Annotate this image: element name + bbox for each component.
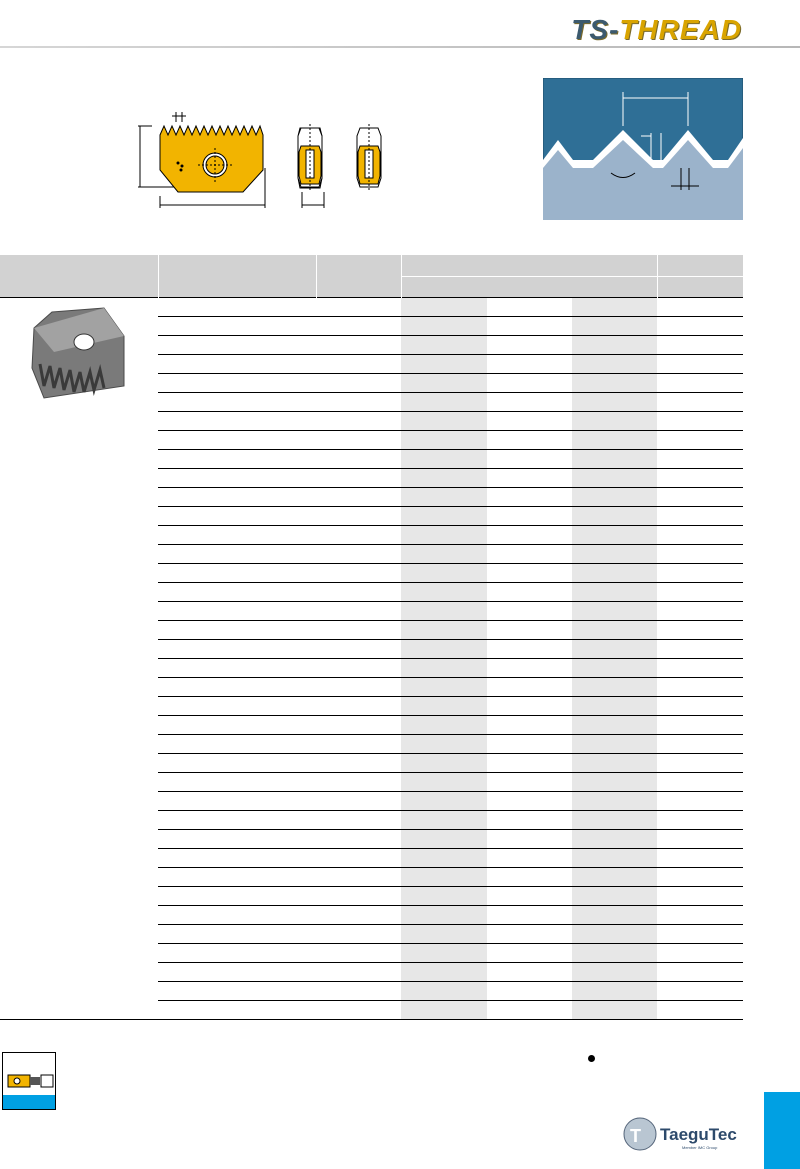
table-cell (572, 1001, 657, 1020)
table-cell (158, 317, 316, 336)
table-cell (158, 887, 316, 906)
table-cell (158, 336, 316, 355)
table-cell (487, 507, 572, 526)
table-cell (316, 716, 401, 735)
table-cell (401, 1001, 487, 1020)
table-cell (158, 735, 316, 754)
table-cell (158, 963, 316, 982)
table-cell (657, 355, 743, 374)
insert-side-views (298, 124, 388, 194)
table-cell (657, 906, 743, 925)
company-tagline: Member IMC Group (682, 1145, 718, 1150)
table-cell (158, 393, 316, 412)
table-cell (657, 640, 743, 659)
table-cell (401, 355, 487, 374)
table-cell (657, 336, 743, 355)
table-cell (657, 697, 743, 716)
table-cell (316, 317, 401, 336)
table-cell (401, 697, 487, 716)
table-cell (158, 298, 316, 317)
table-cell (158, 450, 316, 469)
table-cell (401, 602, 487, 621)
table-cell (487, 374, 572, 393)
table-cell (158, 773, 316, 792)
table-cell (401, 716, 487, 735)
table-cell (657, 545, 743, 564)
table-cell (158, 868, 316, 887)
table-cell (487, 659, 572, 678)
table-cell (401, 621, 487, 640)
table-cell (487, 887, 572, 906)
table-cell (572, 621, 657, 640)
table-cell (572, 526, 657, 545)
table-cell (158, 659, 316, 678)
table-cell (487, 336, 572, 355)
table-cell (158, 355, 316, 374)
table-cell (657, 773, 743, 792)
table-cell (158, 925, 316, 944)
table-cell (487, 811, 572, 830)
table-cell (487, 545, 572, 564)
table-cell (487, 925, 572, 944)
table-cell (316, 887, 401, 906)
table-cell (572, 811, 657, 830)
table-cell (572, 925, 657, 944)
table-cell (572, 754, 657, 773)
table-cell (316, 1001, 401, 1020)
table-cell (487, 792, 572, 811)
table-cell (401, 488, 487, 507)
table-cell (401, 963, 487, 982)
table-cell (572, 906, 657, 925)
table-cell (657, 678, 743, 697)
table-cell (487, 469, 572, 488)
table-cell (316, 488, 401, 507)
table-cell (158, 697, 316, 716)
table-cell (657, 1001, 743, 1020)
table-cell (158, 545, 316, 564)
table-cell (401, 431, 487, 450)
table-cell (572, 830, 657, 849)
table-cell (657, 393, 743, 412)
table-cell (572, 412, 657, 431)
table-cell (572, 393, 657, 412)
table-cell (657, 317, 743, 336)
table-cell (158, 621, 316, 640)
table-cell (316, 526, 401, 545)
table-cell (657, 735, 743, 754)
table-cell (572, 716, 657, 735)
table-cell (401, 792, 487, 811)
table-cell (158, 830, 316, 849)
table-cell (316, 469, 401, 488)
table-cell (572, 697, 657, 716)
table-cell (158, 678, 316, 697)
table-cell (657, 963, 743, 982)
table-cell (487, 583, 572, 602)
table-cell (401, 887, 487, 906)
table-cell (657, 716, 743, 735)
header-cell (657, 255, 743, 277)
table-cell (316, 735, 401, 754)
table-cell (401, 925, 487, 944)
table-cell (572, 317, 657, 336)
table-cell (316, 393, 401, 412)
table-cell (487, 906, 572, 925)
table-cell (487, 1001, 572, 1020)
application-icon (2, 1052, 56, 1110)
thread-profile-diagram (543, 78, 743, 220)
header-rule (0, 46, 800, 48)
table-cell (158, 469, 316, 488)
table-cell (316, 507, 401, 526)
table-cell (572, 982, 657, 1001)
table-cell (316, 868, 401, 887)
table-cell (572, 583, 657, 602)
table-cell (401, 507, 487, 526)
table-cell (401, 374, 487, 393)
table-cell (487, 830, 572, 849)
table-cell (401, 849, 487, 868)
table-cell (401, 564, 487, 583)
table-cell (572, 545, 657, 564)
table-cell (316, 944, 401, 963)
table-cell (316, 659, 401, 678)
table-cell (401, 336, 487, 355)
header-cell (0, 255, 158, 298)
table-cell (158, 412, 316, 431)
table-cell (401, 526, 487, 545)
table-cell (657, 374, 743, 393)
table-cell (657, 526, 743, 545)
table-cell (657, 431, 743, 450)
table-cell (401, 659, 487, 678)
table-cell (158, 431, 316, 450)
table-cell (657, 583, 743, 602)
table-cell (158, 982, 316, 1001)
table-cell (657, 564, 743, 583)
table-cell (657, 450, 743, 469)
table-cell (316, 773, 401, 792)
table-cell (401, 640, 487, 659)
table-cell (316, 925, 401, 944)
table-cell (158, 1001, 316, 1020)
table-cell (158, 640, 316, 659)
table-cell (316, 640, 401, 659)
table-cell (158, 526, 316, 545)
table-cell (316, 697, 401, 716)
table-cell (158, 583, 316, 602)
table-cell (657, 792, 743, 811)
table-cell (572, 640, 657, 659)
table-cell (158, 944, 316, 963)
table-cell (401, 982, 487, 1001)
table-cell (487, 963, 572, 982)
table-cell (657, 469, 743, 488)
table-row (0, 298, 743, 317)
table-cell (487, 678, 572, 697)
table-cell (401, 412, 487, 431)
table-cell (401, 906, 487, 925)
table-cell (657, 754, 743, 773)
table-cell (657, 488, 743, 507)
table-cell (572, 336, 657, 355)
table-cell (572, 773, 657, 792)
table-cell (572, 298, 657, 317)
table-cell (316, 583, 401, 602)
table-cell (657, 925, 743, 944)
table-cell (316, 431, 401, 450)
specification-table (0, 255, 743, 1020)
table-cell (401, 944, 487, 963)
header-cell (657, 277, 743, 298)
table-cell (572, 602, 657, 621)
table-cell (316, 754, 401, 773)
table-cell (316, 355, 401, 374)
table-cell (572, 564, 657, 583)
table-cell (572, 792, 657, 811)
table-cell (572, 944, 657, 963)
table-cell (487, 716, 572, 735)
table-cell (572, 678, 657, 697)
table-cell (401, 317, 487, 336)
table-cell (572, 507, 657, 526)
table-cell (572, 963, 657, 982)
table-cell (316, 412, 401, 431)
table-cell (572, 450, 657, 469)
table-cell (487, 944, 572, 963)
table-cell (657, 811, 743, 830)
table-cell (487, 602, 572, 621)
table-cell (316, 906, 401, 925)
table-cell (316, 564, 401, 583)
table-cell (316, 450, 401, 469)
table-cell (316, 792, 401, 811)
header-cell (158, 255, 316, 298)
table-cell (572, 849, 657, 868)
insert-photo-cell (0, 298, 158, 1020)
table-cell (487, 298, 572, 317)
table-cell (158, 374, 316, 393)
table-cell (316, 811, 401, 830)
table-cell (158, 811, 316, 830)
table-cell (657, 887, 743, 906)
table-cell (572, 735, 657, 754)
table-cell (158, 754, 316, 773)
table-cell (572, 488, 657, 507)
section-tab (764, 1092, 800, 1169)
table-cell (316, 374, 401, 393)
table-cell (401, 773, 487, 792)
table-cell (657, 944, 743, 963)
table-cell (657, 621, 743, 640)
table-cell (487, 488, 572, 507)
table-cell (401, 754, 487, 773)
table-cell (487, 450, 572, 469)
table-cell (401, 583, 487, 602)
table-cell (401, 393, 487, 412)
table-cell (657, 982, 743, 1001)
table-cell (572, 431, 657, 450)
table-cell (572, 355, 657, 374)
table-cell (316, 602, 401, 621)
table-cell (657, 412, 743, 431)
table-cell (657, 830, 743, 849)
brand-logo-ts-thread: TS-THREAD (571, 14, 742, 45)
table-body (0, 298, 743, 1020)
table-cell (487, 621, 572, 640)
table-cell (401, 830, 487, 849)
legend-bullet (588, 1055, 595, 1062)
company-name: TaeguTec (660, 1125, 737, 1144)
table-cell (487, 317, 572, 336)
table-cell (401, 469, 487, 488)
header-cell (401, 255, 657, 277)
table-cell (487, 640, 572, 659)
table-cell (158, 602, 316, 621)
table-cell (572, 659, 657, 678)
table-cell (487, 773, 572, 792)
table-cell (316, 982, 401, 1001)
table-cell (572, 469, 657, 488)
table-cell (316, 336, 401, 355)
table-cell (572, 887, 657, 906)
table-cell (487, 735, 572, 754)
table-cell (158, 849, 316, 868)
table-cell (316, 849, 401, 868)
table-cell (487, 526, 572, 545)
header-cell (401, 277, 657, 298)
insert-photo (24, 306, 134, 402)
table-cell (158, 488, 316, 507)
table-cell (657, 849, 743, 868)
header-cell (316, 255, 401, 298)
table-cell (487, 431, 572, 450)
table-cell (487, 355, 572, 374)
table-cell (487, 412, 572, 431)
table-cell (657, 602, 743, 621)
table-cell (401, 545, 487, 564)
table-cell (158, 507, 316, 526)
table-cell (487, 393, 572, 412)
table-cell (316, 963, 401, 982)
table-cell (401, 678, 487, 697)
table-cell (316, 678, 401, 697)
table-cell (401, 298, 487, 317)
table-cell (487, 754, 572, 773)
table-cell (401, 811, 487, 830)
table-cell (158, 564, 316, 583)
table-cell (572, 868, 657, 887)
table-cell (158, 716, 316, 735)
table-cell (158, 792, 316, 811)
taegutec-logo (620, 1110, 748, 1156)
table-cell (487, 849, 572, 868)
table-cell (487, 868, 572, 887)
table-cell (487, 564, 572, 583)
svg-text:T: T (630, 1126, 641, 1146)
table-cell (487, 982, 572, 1001)
table-cell (401, 450, 487, 469)
table-cell (657, 659, 743, 678)
table-cell (572, 374, 657, 393)
table-cell (158, 906, 316, 925)
table-cell (657, 507, 743, 526)
table-cell (401, 735, 487, 754)
table-cell (401, 868, 487, 887)
table-cell (316, 830, 401, 849)
table-cell (316, 621, 401, 640)
table-cell (316, 298, 401, 317)
table-cell (487, 697, 572, 716)
table-header-row (0, 255, 743, 277)
table-cell (657, 298, 743, 317)
table-cell (657, 868, 743, 887)
table-cell (316, 545, 401, 564)
